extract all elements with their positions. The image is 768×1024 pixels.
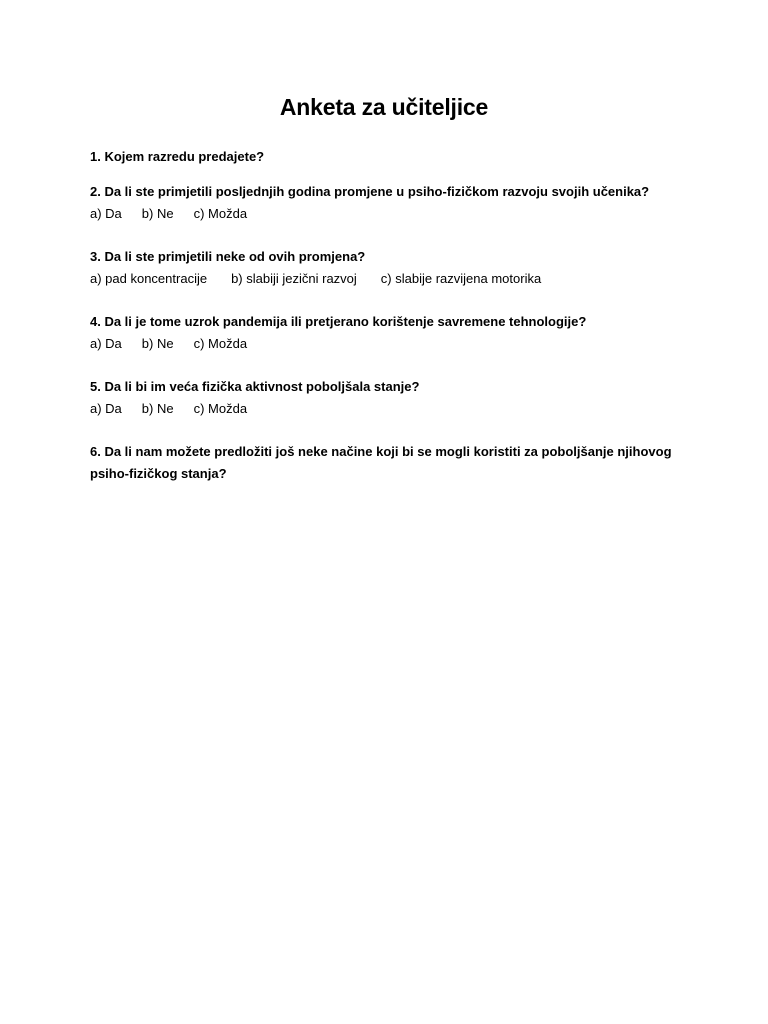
question-5-text: 5. Da li bi im veća fizička aktivnost poboljšala stanje? bbox=[90, 379, 420, 394]
option-b: b) Ne bbox=[141, 336, 174, 351]
question-list bbox=[90, 146, 690, 506]
question-block-3 bbox=[90, 246, 690, 290]
question-6-text: 6. Da li nam možete predložiti još neke načine koji bi se mogli koristiti za poboljšanje njihovog psiho-fizičkog stanja? bbox=[90, 444, 672, 481]
option-c: c) Možda bbox=[193, 401, 248, 416]
document-title: Anketa za učiteljice bbox=[279, 94, 489, 120]
option-a: a) pad koncentracije bbox=[90, 271, 208, 286]
question-block-2 bbox=[90, 181, 690, 225]
option-a: a) Da bbox=[90, 401, 122, 416]
question-1-text: 1. Kojem razredu predajete? bbox=[90, 149, 265, 164]
option-c: c) Možda bbox=[193, 336, 248, 351]
question-block-5 bbox=[90, 376, 690, 420]
option-c: c) slabije razvijena motorika bbox=[380, 271, 542, 286]
question-block-4 bbox=[90, 311, 690, 355]
question-4-text: 4. Da li je tome uzrok pandemija ili pretjerano korištenje savremene tehnologije? bbox=[90, 314, 587, 329]
option-b: b) Ne bbox=[141, 206, 174, 221]
question-5-options bbox=[90, 398, 690, 420]
question-3-text: 3. Da li ste primjetili neke od ovih promjena? bbox=[90, 249, 366, 264]
question-4-options bbox=[90, 333, 690, 355]
option-a: a) Da bbox=[90, 206, 122, 221]
option-c: c) Možda bbox=[193, 206, 248, 221]
question-3-options bbox=[90, 268, 690, 290]
question-block-6 bbox=[90, 441, 690, 485]
option-b: b) Ne bbox=[141, 401, 174, 416]
option-b: b) slabiji jezični razvoj bbox=[231, 271, 357, 286]
option-a: a) Da bbox=[90, 336, 122, 351]
question-block-1 bbox=[90, 146, 690, 168]
question-2-text: 2. Da li ste primjetili posljednjih godina promjene u psiho-fizičkom razvoju svojih učenika? bbox=[90, 184, 650, 199]
question-2-options bbox=[90, 203, 690, 225]
